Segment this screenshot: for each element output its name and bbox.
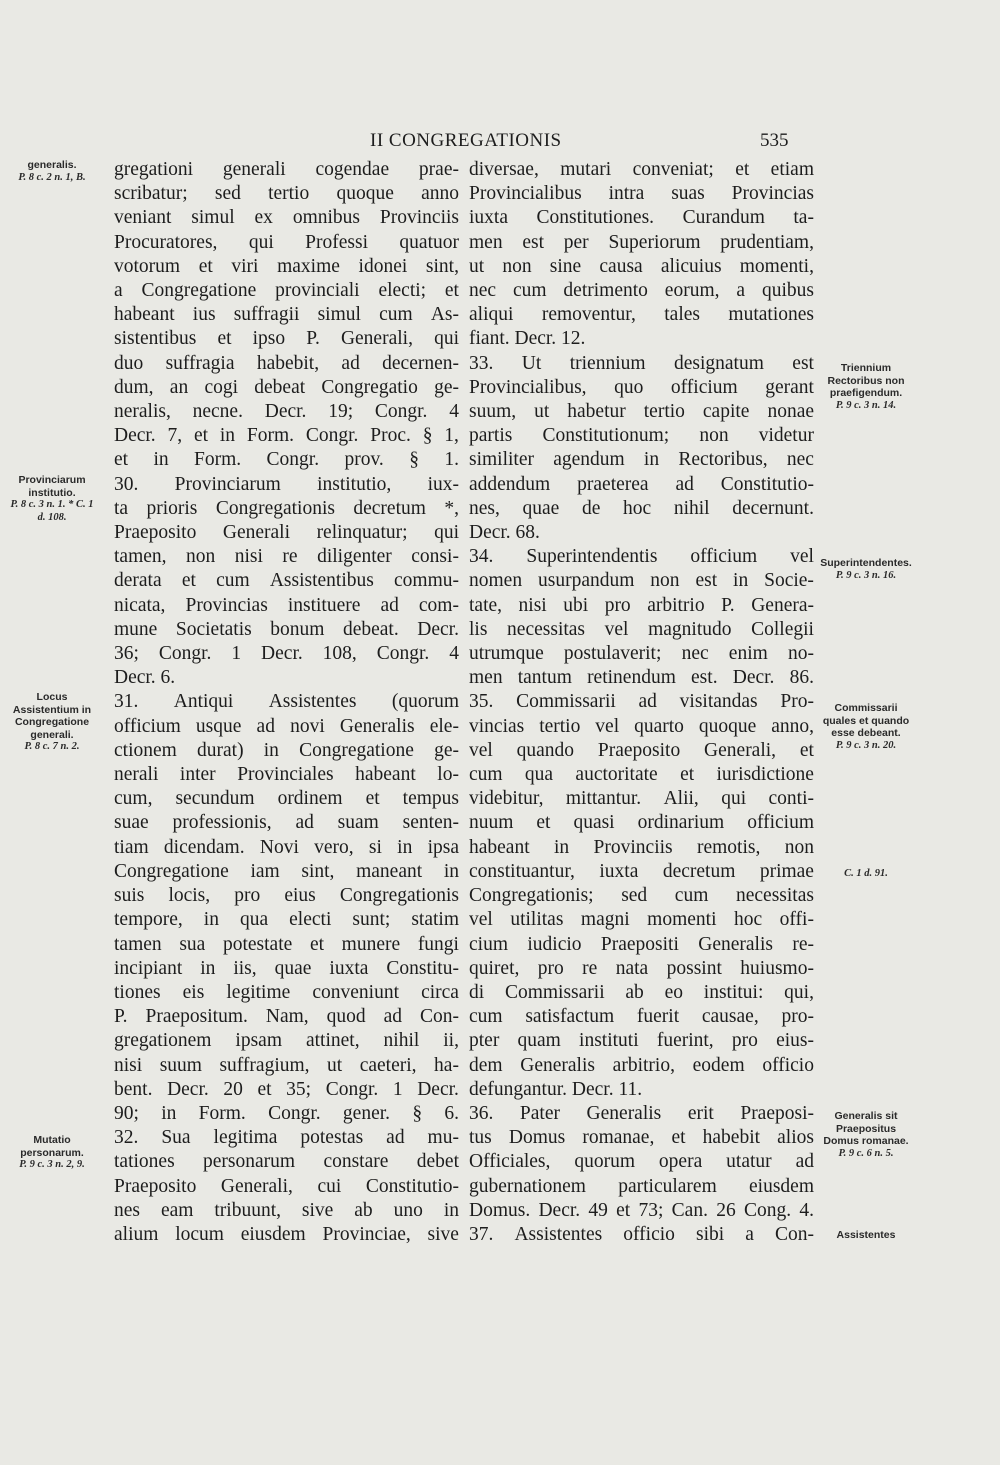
text-line: men est per Superiorum prudentiam, [469,231,814,253]
text-line: 34. Superintendentis officium vel [469,546,814,568]
text-line: lis necessitas vel magnitudo Collegii [469,618,814,640]
text-line: bent. Decr. 20 et 35; Congr. 1 Decr. [114,1078,459,1100]
text-line: Congregatione iam sint, maneant in [114,860,459,882]
margin-note [818,557,914,582]
margin-note-ref: P. 9 c. 3 n. 14. [835,399,897,411]
margin-note-ref: P. 8 c. 2 n. 1, B. [18,171,86,183]
text-line: nisi suum suffragium, ut caeteri, ha- [114,1054,459,1076]
text-line: scribatur; sed tertio quoque anno [114,183,459,205]
text-line: habeant in Provinciis remotis, non [469,836,814,858]
margin-note-title: Mutatio personarum. [20,1134,84,1159]
margin-note-title: generalis. [27,159,77,171]
text-line: gubernationem particularem eiusdem [469,1175,814,1197]
text-line: derata et cum Assistentibus commu- [114,570,459,592]
text-line: dum, an cogi debeat Congregatio ge- [114,376,459,398]
margin-note-ref: P. 9 c. 3 n. 20. [835,739,897,751]
text-line: videbitur, mittantur. Alii, qui conti- [469,788,814,810]
text-line: ctionem durat) in Congregatione ge- [114,739,459,761]
margin-note-ref: P. 9 c. 3 n. 16. [835,569,897,581]
margin-note [6,474,98,524]
text-line: cum, secundum ordinem et tempus [114,788,459,810]
margin-note-title: Generalis sit Praepositus Domus romanae. [823,1110,909,1147]
margin-note-ref: P. 8 c. 3 n. 1. * C. 1 d. 108. [10,499,94,523]
text-line: ta prioris Congregationis decretum *, [114,497,459,519]
text-line: tus Domus romanae, et habebit alios [469,1127,814,1149]
text-line: Domus. Decr. 49 et 73; Can. 26 Cong. 4. [469,1199,814,1221]
text-line: neralis, necne. Decr. 19; Congr. 4 [114,401,459,423]
text-line: Decr. 68. [469,522,540,544]
text-line: constituantur, iuxta decretum primae [469,860,814,882]
text-line: suum, ut habetur tertio capite nonae [469,401,814,423]
text-line: tamen sua potestate et munere fungi [114,933,459,955]
margin-note-ref: P. 8 c. 7 n. 2. [24,741,80,752]
text-line: alium locum eiusdem Provinciae, sive [114,1223,459,1245]
margin-note-title: Provinciarum institutio. [18,474,86,499]
margin-note-title: Locus Assistentium in Congregatione generali. [12,691,92,741]
text-line: utrumque postulaverit; nec enim no- [469,643,814,665]
text-line: similiter agendum in Rectoribus, nec [469,449,814,471]
left-text-column [114,158,459,1247]
text-line: tate, nisi ubi pro arbitrio P. Genera- [469,594,814,616]
text-line: nicata, Provincias instituere ad com- [114,594,459,616]
text-line: tamen, non nisi re diligenter consi- [114,546,459,568]
page-number: 535 [760,130,789,151]
margin-note-title: Commissarii quales et quando esse debeant. [822,702,910,739]
text-line: 90; in Form. Congr. gener. § 6. [114,1102,459,1124]
text-line: diversae, mutari conveniat; et etiam [469,159,814,180]
text-line: suae professionis, ad suam senten- [114,812,459,834]
text-line: nerali inter Provinciales habeant lo- [114,764,459,786]
margin-note-ref: P. 9 c. 3 n. 2, 9. [19,1159,85,1170]
margin-note [818,868,914,881]
text-line: iuxta Constitutiones. Curandum ta- [469,207,814,229]
text-line: fiant. Decr. 12. [469,328,586,350]
text-line: 35. Commissarii ad visitandas Pro- [469,691,814,713]
text-line: nuum et quasi ordinarium officium [469,812,814,834]
margin-note [818,362,914,412]
page-header [0,130,1000,154]
text-line: veniant simul ex omnibus Provinciis [114,207,459,229]
text-line: nes, quae de hoc nihil decernunt. [469,497,814,519]
text-line: mune Societatis bonum debeat. Decr. [114,618,459,640]
margin-note-title: Assistentes [836,1229,896,1241]
text-line: 37. Assistentes officio sibi a Con- [469,1223,814,1245]
margin-note [818,1110,914,1160]
text-line: ut non sine causa alicuius momenti, [469,255,814,277]
text-line: duo suffragia habebit, ad decernen- [114,352,459,374]
text-line: Congregationis; sed cum necessitas [469,885,814,907]
text-line: gregationi generali cogendae prae- [114,159,459,180]
text-line: votorum et viri maxime idonei sint, [114,255,459,277]
text-line: pter quam instituti fuerint, pro eius- [469,1030,814,1052]
text-line: suis locis, pro eius Congregationis [114,885,459,907]
margin-note-title: Superintendentes. [820,557,912,569]
text-line: 32. Sua legitima potestas ad mu- [114,1127,459,1149]
text-line: nomen usurpandum non est in Socie- [469,570,814,592]
text-line: Praeposito Generali relinquatur; qui [114,522,459,544]
text-line: tempore, in qua electi sunt; statim [114,909,459,931]
margin-note [6,691,98,754]
text-line: vincias tertio vel quarto quoque anno, [469,715,814,737]
text-line: et in Form. Congr. prov. § 1. [114,449,459,471]
text-line: dem Generalis arbitrio, eodem officio [469,1054,814,1076]
text-line: gregationem ipsam attinet, nihil ii, [114,1030,459,1052]
text-line: cium iudicio Praepositi Generalis re- [469,933,814,955]
text-line: quiret, pro re nata possint huiusmo- [469,957,814,979]
text-line: di Commissarii ab eo institui: qui, [469,981,814,1003]
margin-note [818,1229,914,1242]
margin-note-title: Triennium Rectoribus non praefigendum. [827,362,905,399]
text-line: Procuratores, qui Professi quatuor [114,231,459,253]
text-line: tiam dicendam. Novi vero, si in ipsa [114,836,459,858]
text-line: Officiales, quorum opera utatur ad [469,1151,814,1173]
text-line: aliqui removentur, tales mutationes [469,304,814,326]
text-line: 36. Pater Generalis erit Praeposi- [469,1102,814,1124]
text-line: P. Praepositum. Nam, quod ad Con- [114,1006,459,1028]
text-line: sistentibus et ipso P. Generali, qui [114,328,459,350]
margin-note [6,159,98,184]
text-line: 30. Provinciarum institutio, iux- [114,473,459,495]
running-head: II CONGREGATIONIS [370,130,562,151]
text-line: cum satisfactum fuerit causae, pro- [469,1006,814,1028]
text-line: incipiant in iis, quae iuxta Constitu- [114,957,459,979]
text-line: vel quando Praeposito Generali, et [469,739,814,761]
text-line: men tantum retinendum est. Decr. 86. [469,667,814,689]
text-line: vel utilitas magni momenti hoc offi- [469,909,814,931]
text-line: 33. Ut triennium designatum est [469,352,814,374]
margin-note-ref: C. 1 d. 91. [844,868,888,879]
text-line: a Congregatione provinciali electi; et [114,280,459,302]
margin-note-ref: P. 9 c. 6 n. 5. [838,1147,894,1159]
text-line: defungantur. Decr. 11. [469,1078,643,1100]
text-line: 36; Congr. 1 Decr. 108, Congr. 4 [114,643,459,665]
text-line: Decr. 6. [114,667,176,689]
text-line: nec cum detrimento eorum, a quibus [469,280,814,302]
right-text-column [469,158,814,1247]
text-line: tiones eis legitime conveniunt circa [114,981,459,1003]
text-line: Provincialibus, quo officium gerant [469,376,814,398]
text-line: Praeposito Generali, cui Constitutio- [114,1175,459,1197]
text-line: Provincialibus intra suas Provincias [469,183,814,205]
text-line: cum qua auctoritate et iurisdictione [469,764,814,786]
text-line: Decr. 7, et in Form. Congr. Proc. § 1, [114,425,459,447]
text-line: 31. Antiqui Assistentes (quorum [114,691,459,713]
text-line: partis Constitutionum; non videtur [469,425,814,447]
text-line: nes eam tribuunt, sive ab uno in [114,1199,459,1221]
text-line: habeant ius suffragii simul cum As- [114,304,459,326]
text-line: tationes personarum constare debet [114,1151,459,1173]
text-line: officium usque ad novi Generalis ele- [114,715,459,737]
margin-note [6,1134,98,1172]
text-line: addendum praeterea ad Constitutio- [469,473,814,495]
margin-note [818,702,914,752]
